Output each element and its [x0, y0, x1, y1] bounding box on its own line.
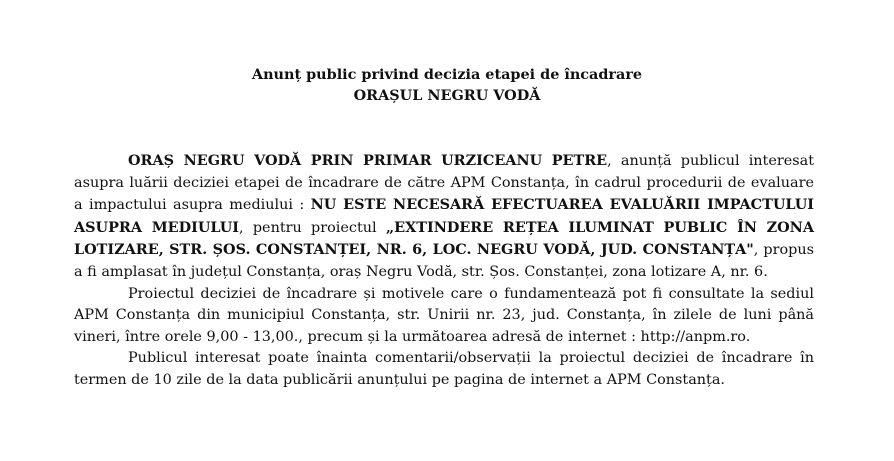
announcement-title	[0, 64, 894, 106]
title-line-2: ORAȘUL NEGRU VODĂ	[353, 87, 541, 104]
paragraph-comments: Publicul interesat poate înainta comentarii/observații la proiectul deciziei de încadrare în termen de 10 zile de la data publicării anunțului pe pagina de internet a APM Constanța.	[74, 350, 814, 388]
decision-statement: NU ESTE NECESARĂ EFECTUAREA EVALUĂRII IMPACTULUI ASUPRA MEDIULUI	[74, 196, 815, 236]
issuer-name: ORAȘ NEGRU VODĂ PRIN PRIMAR URZICEANU PETRE	[128, 152, 608, 169]
paragraph-consultation: Proiectul deciziei de încadrare și motivele care o fundamentează pot fi consultate la sediul APM Constanța din municipiul Constanța, str. Unirii nr. 23, jud. Constanța, în zilele de luni până vineri, între orele 9,00 - 13,00., precum și la următoarea adresă de internet : http://anpm.ro.	[74, 285, 814, 345]
paragraph1-text-3: , propus a fi amplasat în județul Constanța, oraș Negru Vodă, str. Șos. Constanței, zona lotizare A, nr. 6.	[74, 242, 814, 280]
paragraph1-text-1: , anunță publicul interesat asupra luării deciziei etapei de încadrare de către APM Constanța, în cadrul procedurii de evaluare a impactului asupra mediului :	[74, 153, 815, 214]
title-line-1: Anunț public privind decizia etapei de încadrare	[251, 66, 643, 83]
paragraph1-text-2: , pentru proiectul	[239, 219, 386, 236]
project-name: „EXTINDERE REȚEA ILUMINAT PUBLIC ÎN ZONA LOTIZARE, STR. ȘOS. CONSTANȚEI, NR. 6, LOC. NEGRU VODĂ, JUD. CONSTANȚA"	[74, 218, 814, 259]
announcement-body	[74, 150, 814, 392]
paragraph-decision	[74, 150, 814, 284]
